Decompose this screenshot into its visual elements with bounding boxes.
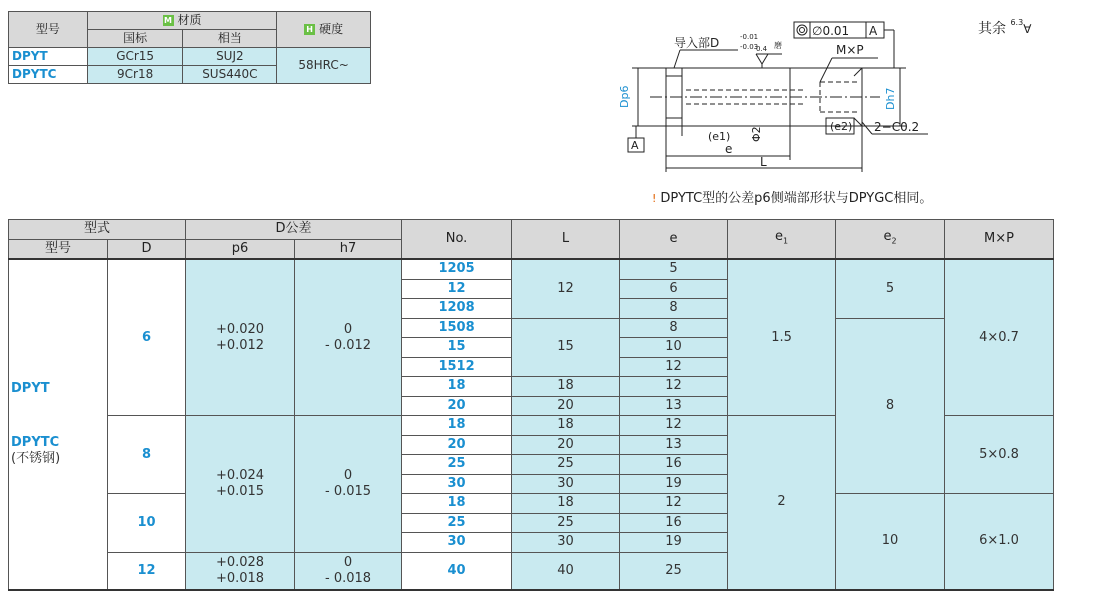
material-row-equivalent: SUJ2 bbox=[183, 48, 277, 66]
e-cell: 19 bbox=[620, 474, 728, 494]
e-cell: 12 bbox=[620, 377, 728, 397]
lead-tol-upper: -0.01 bbox=[740, 33, 759, 41]
L-cell: 12 bbox=[512, 259, 620, 318]
hardness-badge-icon: H bbox=[304, 24, 315, 35]
spec-table bbox=[8, 219, 1054, 591]
polish-label: 磨 bbox=[774, 41, 782, 50]
material-row-standard: 9Cr18 bbox=[87, 66, 183, 84]
e-cell: 25 bbox=[620, 552, 728, 590]
material-badge-icon: M bbox=[164, 16, 172, 25]
model-dpytc-note: (不锈钢) bbox=[11, 451, 61, 467]
header-hardness: H 硬度 bbox=[277, 12, 371, 48]
header-h7: h7 bbox=[295, 239, 402, 259]
p6-tol: +0.020 +0.012 bbox=[186, 259, 295, 416]
no-cell: 18 bbox=[402, 494, 512, 514]
header-e2: $e_2$ bbox=[836, 220, 945, 260]
model-dpytc: DPYTC bbox=[11, 435, 60, 451]
phi2-label: Φ2 bbox=[750, 126, 763, 142]
L-cell: 30 bbox=[512, 533, 620, 553]
e1-cell: 1.5 bbox=[728, 259, 836, 416]
mp-cell: 5×0.8 bbox=[945, 416, 1054, 494]
L-cell: 15 bbox=[512, 318, 620, 377]
d-value: 12 bbox=[108, 552, 186, 590]
no-cell: 30 bbox=[402, 533, 512, 553]
material-table bbox=[8, 11, 371, 84]
L-cell: 25 bbox=[512, 455, 620, 475]
header-type: 型式 bbox=[9, 220, 186, 240]
rough-value: 6.3 bbox=[1010, 18, 1024, 27]
note-text: ! DPYTC型的公差p6侧端部形状与DPYGC相同。 bbox=[652, 191, 933, 206]
p6-tol: +0.028 +0.018 bbox=[186, 552, 295, 590]
no-cell: 1208 bbox=[402, 299, 512, 319]
e-cell: 13 bbox=[620, 396, 728, 416]
L-cell: 30 bbox=[512, 474, 620, 494]
L-cell: 20 bbox=[512, 396, 620, 416]
model-dpyt: DPYT bbox=[11, 381, 50, 397]
header-model: 型号 bbox=[9, 239, 108, 259]
mp-label: M×P bbox=[836, 43, 864, 57]
header-D: D bbox=[108, 239, 186, 259]
datum-ref: A bbox=[869, 24, 878, 38]
d-value: 10 bbox=[108, 494, 186, 553]
mp-cell: 4×0.7 bbox=[945, 259, 1054, 416]
material-row-model: DPYTC bbox=[9, 66, 88, 84]
e1-label: (e1) bbox=[708, 130, 731, 143]
e-cell: 13 bbox=[620, 435, 728, 455]
pin-drawing bbox=[610, 10, 920, 182]
header-standard: 国标 bbox=[87, 30, 183, 48]
L-label: L bbox=[760, 155, 767, 169]
no-cell: 1512 bbox=[402, 357, 512, 377]
e-cell: 8 bbox=[620, 299, 728, 319]
e-cell: 8 bbox=[620, 318, 728, 338]
no-cell: 1205 bbox=[402, 259, 512, 279]
L-cell: 25 bbox=[512, 513, 620, 533]
no-cell: 40 bbox=[402, 552, 512, 590]
dh7-label: Dh7 bbox=[884, 87, 897, 110]
no-cell: 25 bbox=[402, 513, 512, 533]
warning-icon: ! bbox=[652, 192, 657, 205]
e2-cell: 5 bbox=[836, 259, 945, 318]
e-cell: 16 bbox=[620, 513, 728, 533]
header-material: M 材质 bbox=[87, 12, 276, 30]
header-L: L bbox=[512, 220, 620, 260]
hardness-value: 58HRC~ bbox=[277, 48, 371, 84]
e-cell: 5 bbox=[620, 259, 728, 279]
h7-tol: 0 - 0.015 bbox=[295, 416, 402, 553]
header-equivalent: 相当 bbox=[183, 30, 277, 48]
L-cell: 18 bbox=[512, 494, 620, 514]
header-no: No. bbox=[402, 220, 512, 260]
e2-cell: 8 bbox=[836, 318, 945, 494]
h7-tol: 0 - 0.012 bbox=[295, 259, 402, 416]
L-cell: 18 bbox=[512, 416, 620, 436]
e1-cell: 2 bbox=[728, 416, 836, 590]
e-cell: 19 bbox=[620, 533, 728, 553]
L-cell: 18 bbox=[512, 377, 620, 397]
datum-box-label: A bbox=[631, 139, 639, 152]
no-cell: 18 bbox=[402, 416, 512, 436]
no-cell: 20 bbox=[402, 396, 512, 416]
h7-tol: 0 - 0.018 bbox=[295, 552, 402, 590]
chamfer-label: 2−C0.2 bbox=[874, 120, 920, 134]
lead-tol-lower: -0.03 bbox=[740, 43, 759, 51]
header-model: 型号 bbox=[9, 12, 88, 48]
general-roughness: 其余 $^{6.3}$∀ bbox=[978, 18, 1032, 37]
mp-cell: 6×1.0 bbox=[945, 494, 1054, 590]
e-cell: 12 bbox=[620, 494, 728, 514]
header-e1: $e_1$ bbox=[728, 220, 836, 260]
no-cell: 18 bbox=[402, 377, 512, 397]
d-value: 8 bbox=[108, 416, 186, 494]
header-p6: p6 bbox=[186, 239, 295, 259]
e-cell: 12 bbox=[620, 416, 728, 436]
no-cell: 1508 bbox=[402, 318, 512, 338]
L-cell: 20 bbox=[512, 435, 620, 455]
e2-label: (e2) bbox=[830, 120, 853, 133]
header-dtol: D公差 bbox=[186, 220, 402, 240]
no-cell: 25 bbox=[402, 455, 512, 475]
material-row-equivalent: SUS440C bbox=[183, 66, 277, 84]
model-cell bbox=[9, 259, 108, 590]
p6-tol: +0.024 +0.015 bbox=[186, 416, 295, 553]
header-e: e bbox=[620, 220, 728, 260]
no-cell: 30 bbox=[402, 474, 512, 494]
L-cell: 40 bbox=[512, 552, 620, 590]
header-mp: M×P bbox=[945, 220, 1054, 260]
lead-label: 导入部D bbox=[674, 36, 720, 50]
d-value: 6 bbox=[108, 259, 186, 416]
no-cell: 20 bbox=[402, 435, 512, 455]
e2-cell: 10 bbox=[836, 494, 945, 590]
e-label: e bbox=[725, 142, 733, 156]
roughness-value: 0.4 bbox=[756, 45, 768, 53]
e-cell: 12 bbox=[620, 357, 728, 377]
concentricity-value: ∅0.01 bbox=[812, 24, 850, 38]
e-cell: 10 bbox=[620, 338, 728, 358]
no-cell: 12 bbox=[402, 279, 512, 299]
dp6-label: Dp6 bbox=[618, 85, 631, 108]
no-cell: 15 bbox=[402, 338, 512, 358]
e-cell: 16 bbox=[620, 455, 728, 475]
material-row-standard: GCr15 bbox=[87, 48, 183, 66]
e-cell: 6 bbox=[620, 279, 728, 299]
material-row-model: DPYT bbox=[9, 48, 88, 66]
